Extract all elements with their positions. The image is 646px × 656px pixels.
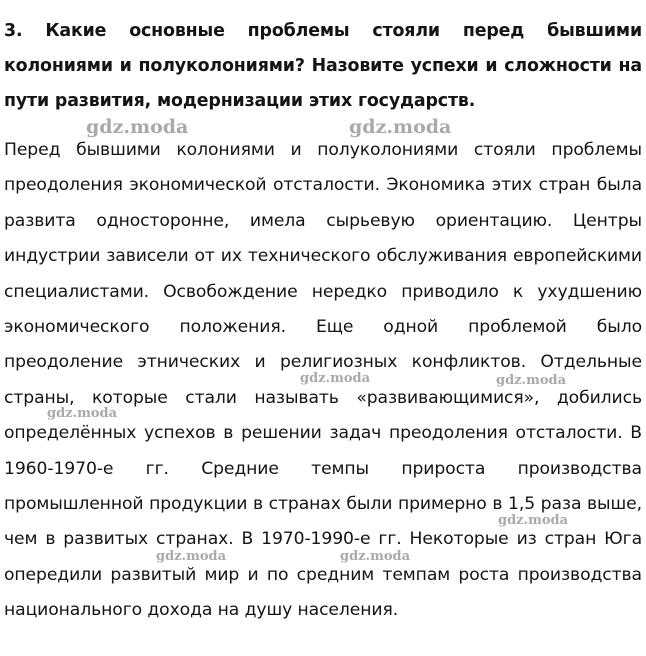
watermark: gdz.moda xyxy=(156,549,227,564)
watermark: gdz.moda xyxy=(498,513,569,528)
watermark: gdz.moda xyxy=(47,406,118,421)
watermark: gdz.moda xyxy=(340,549,411,564)
answer-paragraph: Перед бывшими колониями и полуколониями стояли проблемы преодоления экономической отсталости. Экономика этих стран была развита односторонне, имела сырьевую ориентацию. Центры индустрии зависели от их технического обслуживания европейскими специалистами. Освобождение нередко приводило к ухудшению экономического положения. Еще одной проблемой было преодоление этнических и религиозных конфликтов. Отдельные страны, которые стали называть «развивающимися», добились определённых успехов в решении задач преодоления отсталости. В 1960-1970-е гг. Средние темпы прироста производства промышленной продукции в странах были примерно в 1,5 раза выше, чем в развитых странах. В 1970-1990-е гг. Некоторые из стран Юга опередили развитый мир и по средним темпам роста производства национального дохода на душу населения. xyxy=(4,140,642,621)
watermark: gdz.moda xyxy=(86,116,189,138)
watermark: gdz.moda xyxy=(300,371,371,386)
question-heading: 3. Какие основные проблемы стояли перед бывшими колониями и полуколониями? Назовите успехи и сложности на пути развития, модернизации этих государств. xyxy=(4,21,642,111)
watermark: gdz.moda xyxy=(496,373,567,388)
watermark: gdz.moda xyxy=(349,116,452,138)
